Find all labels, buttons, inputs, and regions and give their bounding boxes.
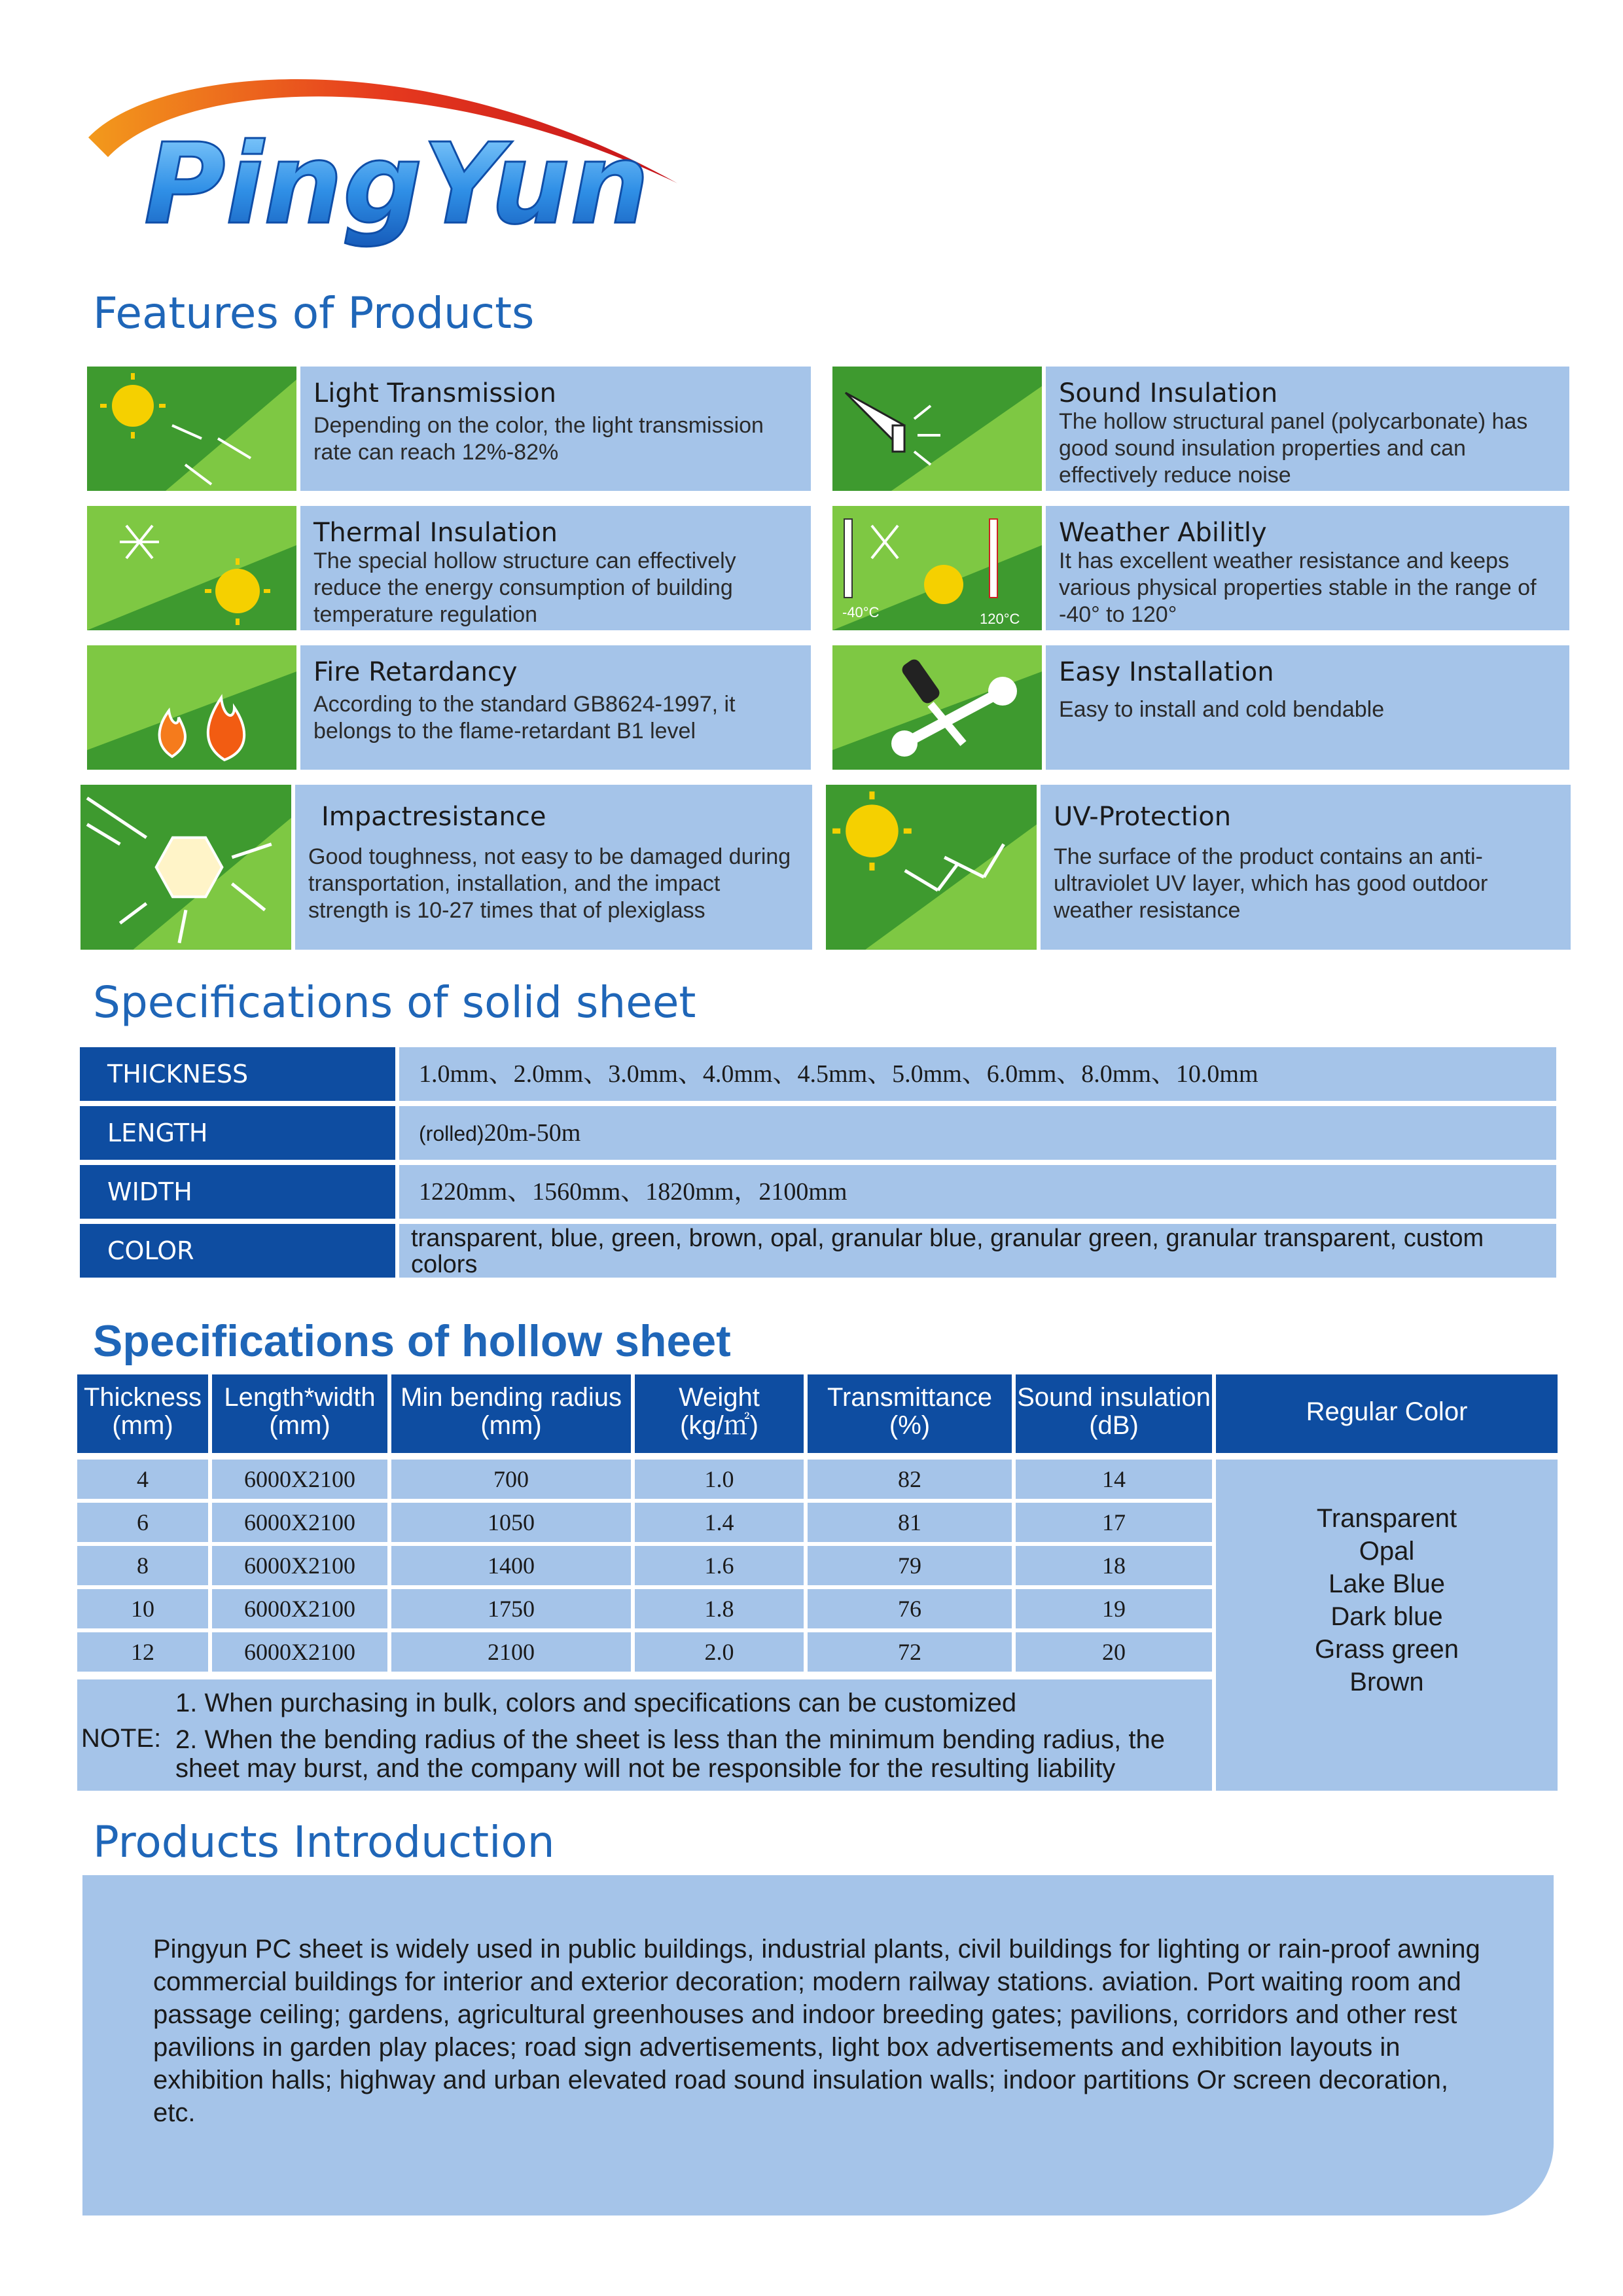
hollow-cell: 6000X2100	[212, 1503, 387, 1542]
intro-panel	[82, 1875, 1554, 2215]
feature-text	[300, 645, 811, 770]
fire-icon	[87, 645, 296, 770]
hollow-spec-title: Specifications of hollow sheet	[93, 1316, 731, 1366]
feature-card-fire-retardancy	[87, 645, 811, 770]
feature-text	[300, 367, 811, 491]
regular-color-item: Brown	[1349, 1668, 1424, 1696]
hollow-cell: 1750	[391, 1589, 631, 1628]
feature-desc: Depending on the color, the light transmission rate can reach 12%-82%	[313, 413, 764, 465]
feature-title: Weather Abilitly	[1059, 518, 1267, 548]
hollow-cell: 79	[808, 1546, 1012, 1585]
feature-title: UV-Protection	[1054, 802, 1232, 832]
feature-text	[1041, 785, 1571, 950]
feature-card-impact-resistance	[80, 785, 812, 950]
sun-light-icon	[87, 367, 296, 491]
hollow-cell: 2100	[391, 1632, 631, 1672]
hollow-cell: 6000X2100	[212, 1546, 387, 1585]
impact-icon	[80, 785, 291, 950]
feature-card-weather-ability	[832, 506, 1569, 630]
feature-card-light-transmission	[87, 367, 811, 491]
hollow-cell: 6000X2100	[212, 1589, 387, 1628]
spec-label: WIDTH	[80, 1165, 395, 1219]
hollow-cell: 6000X2100	[212, 1460, 387, 1499]
hollow-cell: 76	[808, 1589, 1012, 1628]
feature-desc: It has excellent weather resistance and keeps various physical properties stable in the range of -40° to 120°	[1059, 548, 1537, 627]
hollow-cell: 8	[77, 1546, 208, 1585]
solid-row-length	[80, 1106, 1556, 1160]
features-title: Features of Products	[93, 288, 535, 338]
feature-text	[1046, 645, 1569, 770]
hollow-header-regular-color: Regular Color	[1216, 1374, 1558, 1453]
hollow-cell: 19	[1016, 1589, 1212, 1628]
hollow-cell: 17	[1016, 1503, 1212, 1542]
hollow-cell: 700	[391, 1460, 631, 1499]
regular-color-list	[1216, 1460, 1558, 1791]
hollow-header-sound-insulation: Sound insulation (dB)	[1016, 1374, 1212, 1453]
feature-card-sound-insulation	[832, 367, 1569, 491]
hollow-cell: 12	[77, 1632, 208, 1672]
snow-sun-icon	[87, 506, 296, 630]
feature-desc: The special hollow structure can effectively reduce the energy consumption of building temperature regulation	[313, 548, 736, 627]
feature-text	[1046, 367, 1569, 491]
logo-swoosh-icon	[79, 59, 707, 255]
regular-color-item: Dark blue	[1330, 1602, 1443, 1631]
note-label: NOTE:	[81, 1724, 162, 1753]
spec-value-text: 20m-50m	[484, 1119, 581, 1147]
feature-title: Light Transmission	[313, 378, 556, 408]
intro-title: Products Introduction	[93, 1817, 555, 1867]
solid-row-thickness	[80, 1047, 1556, 1101]
svg-text:PingYun: PingYun	[144, 120, 650, 249]
feature-text	[300, 506, 811, 630]
regular-color-item: Transparent	[1316, 1504, 1457, 1533]
solid-row-width	[80, 1165, 1556, 1219]
brand-logo	[79, 59, 707, 255]
svg-text:-40°C: -40°C	[842, 604, 880, 620]
feature-title: Impactresistance	[321, 802, 546, 832]
hollow-header-thickness: Thickness (mm)	[77, 1374, 208, 1453]
hollow-cell: 6000X2100	[212, 1632, 387, 1672]
spec-label: LENGTH	[80, 1106, 395, 1160]
hollow-header-weight: Weight (kg/㎡)	[635, 1374, 804, 1453]
spec-value: 1.0mm、2.0mm、3.0mm、4.0mm、4.5mm、5.0mm、6.0mm、8.0mm、10.0mm	[399, 1047, 1556, 1101]
feature-card-easy-installation	[832, 645, 1569, 770]
regular-color-item: Opal	[1359, 1537, 1415, 1566]
hollow-note-box	[77, 1679, 1212, 1791]
note-item: 1. When purchasing in bulk, colors and specifications can be customized	[175, 1689, 1017, 1717]
feature-title: Fire Retardancy	[313, 657, 518, 687]
note-item: 2. When the bending radius of the sheet is less than the minimum bending radius, the sheet may burst, and the company will not be responsible for the resulting liability	[175, 1725, 1166, 1783]
hollow-cell: 1400	[391, 1546, 631, 1585]
hollow-cell: 18	[1016, 1546, 1212, 1585]
svg-text:120°C: 120°C	[980, 611, 1020, 627]
intro-text: Pingyun PC sheet is widely used in public buildings, industrial plants, civil buildings for lighting or rain-proof awning commercial buildings for interior and exterior decoration; modern railway stations. aviation. Port waiting room and passage ceiling; gardens, agricultural greenhouses and indoor breeding gates; pavilions, corridors and other rest pavilions in garden play places; road sign advertisements, light box advertisements and exhibition layouts in exhibition halls; highway and urban elevated road sound insulation walls; indoor partitions Or screen decoration, etc.	[153, 1935, 1480, 2127]
thermometer-icon	[832, 506, 1042, 630]
spec-label: COLOR	[80, 1224, 395, 1278]
hollow-cell: 1.0	[635, 1460, 804, 1499]
hollow-header-min-bending-radius: Min bending radius (mm)	[391, 1374, 631, 1453]
hollow-cell: 14	[1016, 1460, 1212, 1499]
spec-value: 1220mm、1560mm、1820mm，2100mm	[399, 1165, 1556, 1219]
feature-title: Easy Installation	[1059, 657, 1274, 687]
hollow-cell: 72	[808, 1632, 1012, 1672]
regular-color-item: Grass green	[1314, 1635, 1459, 1664]
feature-card-uv-protection	[826, 785, 1571, 950]
hollow-cell: 20	[1016, 1632, 1212, 1672]
hollow-header-transmittance: Transmittance (%)	[808, 1374, 1012, 1453]
feature-title: Thermal Insulation	[313, 518, 558, 548]
feature-text	[295, 785, 812, 950]
hollow-cell: 1050	[391, 1503, 631, 1542]
hollow-cell: 2.0	[635, 1632, 804, 1672]
solid-spec-title: Specifications of solid sheet	[93, 977, 696, 1028]
horn-icon	[832, 367, 1042, 491]
feature-desc: The surface of the product contains an anti-ultraviolet UV layer, which has good outdoor weather resistance	[1054, 844, 1488, 923]
solid-row-color	[80, 1224, 1556, 1278]
tools-icon	[832, 645, 1042, 770]
hollow-cell: 81	[808, 1503, 1012, 1542]
hollow-cell: 1.6	[635, 1546, 804, 1585]
spec-value	[399, 1106, 1556, 1160]
regular-color-item: Lake Blue	[1329, 1570, 1445, 1598]
hollow-cell: 1.4	[635, 1503, 804, 1542]
hollow-cell: 82	[808, 1460, 1012, 1499]
feature-title: Sound Insulation	[1059, 378, 1278, 408]
spec-label: THICKNESS	[80, 1047, 395, 1101]
hollow-cell: 6	[77, 1503, 208, 1542]
hollow-cell: 4	[77, 1460, 208, 1499]
hollow-header-length-width: Length*width (mm)	[212, 1374, 387, 1453]
spec-value: transparent, blue, green, brown, opal, granular blue, granular green, granular transparent, custom colors	[399, 1224, 1556, 1278]
feature-desc: Easy to install and cold bendable	[1059, 697, 1385, 722]
hollow-cell: 1.8	[635, 1589, 804, 1628]
feature-desc: The hollow structural panel (polycarbonate) has good sound insulation properties and can effectively reduce noise	[1059, 409, 1528, 488]
uv-sun-icon	[826, 785, 1037, 950]
feature-desc: According to the standard GB8624-1997, it belongs to the flame-retardant B1 level	[313, 692, 736, 744]
feature-card-thermal-insulation	[87, 506, 811, 630]
feature-desc: Good toughness, not easy to be damaged during transportation, installation, and the impact strength is 10-27 times that of plexiglass	[308, 844, 791, 923]
spec-prefix: (rolled)	[419, 1122, 484, 1145]
hollow-cell: 10	[77, 1589, 208, 1628]
feature-text	[1046, 506, 1569, 630]
